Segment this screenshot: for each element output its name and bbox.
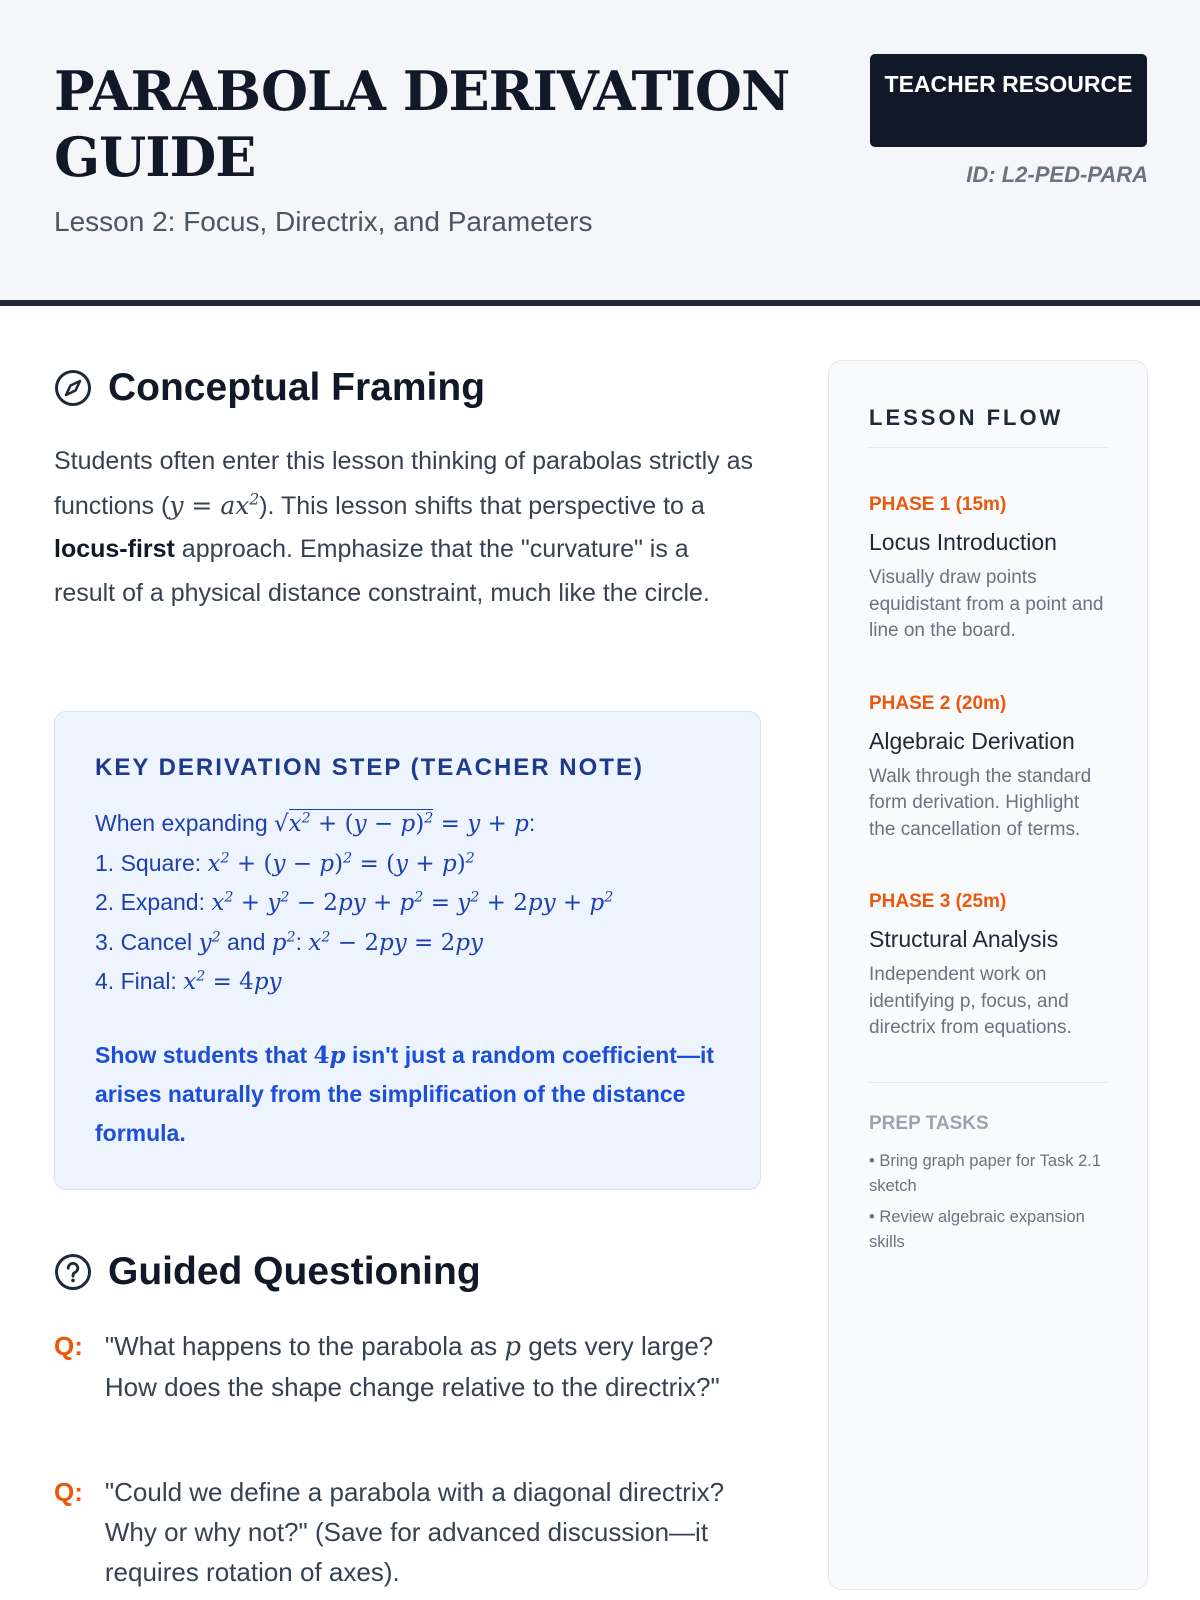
- framing-bold: locus-first: [54, 535, 175, 563]
- question-text: "Could we define a parabola with a diagonal directrix? Why or why not?" (Save for advanced discussion—it requires rotation of axes).: [104, 1477, 725, 1587]
- phase-description: Visually draw points equidistant from a point and line on the board.: [869, 567, 1104, 641]
- step1-label: 1. Square:: [95, 849, 208, 876]
- page-subtitle: Lesson 2: Focus, Directrix, and Parameters: [54, 206, 593, 237]
- page-header: [0, 0, 1200, 306]
- math-y2: $y^2$: [198, 928, 221, 956]
- step-3: 3. Cancel $y^2$ and $p^2$: $x^2 - 2py = 2py$: [95, 928, 483, 956]
- math-step3: $x^2 - 2py = 2py$: [308, 928, 483, 956]
- math-p: p: [504, 1332, 522, 1362]
- question-text: [105, 1326, 754, 1407]
- framing-paragraph: [54, 440, 754, 615]
- question-marker: Q:: [54, 1477, 83, 1507]
- step-2: [95, 883, 720, 923]
- phase-item: [869, 891, 1107, 1042]
- prep-list: [869, 1149, 1107, 1255]
- step4-label: 4. Final:: [95, 968, 184, 994]
- prep-task-item: • Review algebraic expansion skills: [869, 1205, 1107, 1255]
- compass-icon: [54, 369, 92, 407]
- framing-text-2: ). This lesson shifts that perspective to a: [259, 491, 705, 520]
- prep-title: PREP TASKS: [869, 1112, 989, 1134]
- framing-text-1: Students often enter this lesson thinking of parabolas strictly as functions (: [54, 447, 753, 520]
- intro-label: When expanding: [95, 810, 275, 836]
- teacher-resource-badge: TEACHER RESOURCE: [870, 54, 1147, 147]
- phase-name: Algebraic Derivation: [869, 727, 1075, 754]
- lesson-flow-sidebar: [828, 360, 1148, 1590]
- step-4: [95, 962, 720, 1002]
- math-sqrt-equation: $√x^2 + (y - p)^2 = y + p$: [274, 810, 529, 837]
- section-title: Conceptual Framing: [108, 366, 486, 409]
- note-emphasis: [95, 1036, 720, 1153]
- question-marker: Q:: [54, 1331, 83, 1361]
- phase-item: [869, 494, 1107, 645]
- math-step2: $x^2 + y^2 - 2py + p^2 = y^2 + 2py + p^2$: [211, 889, 614, 916]
- guided-questioning-heading: [54, 1250, 481, 1294]
- prep-tasks: [869, 1082, 1107, 1255]
- math-p2: $p^2$: [271, 928, 296, 956]
- emphasis-text-2: isn't just a random coefficient—it arises naturally from the simplification of the distance formula.: [95, 1041, 715, 1146]
- phase-description: Independent work on identifying p, focus, and directrix from equations.: [869, 964, 1072, 1038]
- teacher-note-box: [54, 711, 761, 1190]
- section-title: Guided Questioning: [108, 1250, 481, 1293]
- resource-id: ID: L2-PED-PARA: [966, 162, 1148, 187]
- q1-text-2: gets very large? How does the shape change relative to the directrix?": [104, 1331, 720, 1402]
- phase-label: PHASE 3 (25m): [869, 891, 1007, 912]
- q1-text-1: "What happens to the parabola as: [104, 1331, 505, 1361]
- conceptual-framing-heading: [54, 366, 485, 410]
- step-intro: When expanding $√x^2 + (y - p)^2 = y + p$:: [95, 810, 536, 837]
- guided-question-1: [54, 1326, 754, 1407]
- step-1: [95, 844, 720, 884]
- phase-item: [869, 693, 1107, 844]
- phase-name: Structural Analysis: [869, 926, 1059, 952]
- note-title: KEY DERIVATION STEP (TEACHER NOTE): [95, 754, 644, 781]
- math-4p: 4p: [313, 1041, 346, 1069]
- phase-description: Walk through the standard form derivation. Highlight the cancellation of terms.: [869, 765, 1092, 840]
- math-step1: $x^2 + (y - p)^2 = (y + p)^2$: [207, 849, 475, 877]
- phase-label: PHASE 2 (20m): [869, 692, 1007, 714]
- page-title: PARABOLA DERIVATION GUIDE: [54, 59, 790, 189]
- guided-question-2: [54, 1472, 754, 1592]
- derivation-steps: [95, 804, 720, 1002]
- step3-and: and: [220, 928, 272, 955]
- math-step4: $x^2 = 4py$: [183, 968, 282, 995]
- prep-task-item: • Bring graph paper for Task 2.1 sketch: [869, 1149, 1107, 1199]
- question-circle-icon: [54, 1253, 92, 1291]
- math-function: $y = ax^2$: [169, 490, 260, 520]
- phase-label: PHASE 1 (15m): [869, 494, 1007, 515]
- phase-name: Locus Introduction: [869, 529, 1057, 555]
- sidebar-title: LESSON FLOW: [869, 405, 1107, 448]
- framing-text-3: approach. Emphasize that the "curvature" is a result of a physical distance constraint, much like the circle.: [54, 535, 710, 607]
- step3-label: 3. Cancel: [95, 928, 199, 955]
- step2-label: 2. Expand:: [95, 889, 212, 915]
- emphasis-text-1: Show students that: [95, 1041, 314, 1068]
